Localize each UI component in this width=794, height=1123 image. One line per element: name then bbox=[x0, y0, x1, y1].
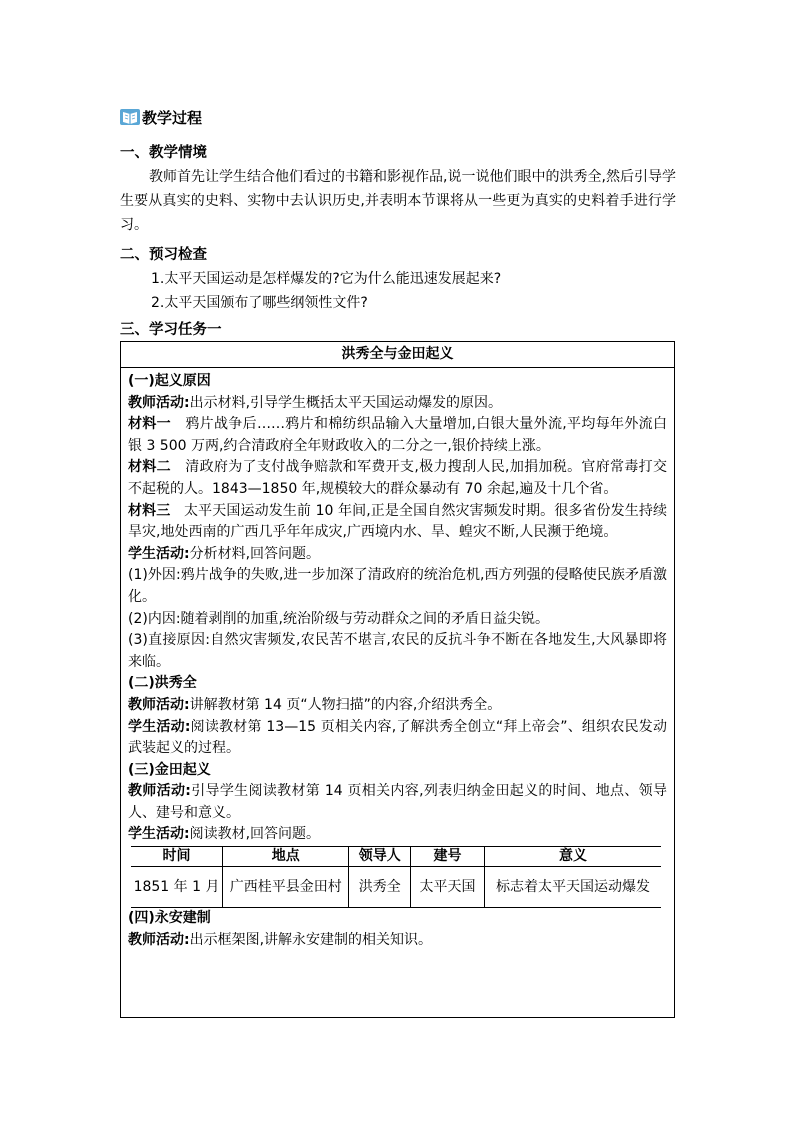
table-header-cell: 地点 bbox=[223, 847, 349, 867]
table-cell: 太平天国 bbox=[411, 867, 485, 908]
section-teaching-context bbox=[120, 141, 676, 237]
teacher-activity bbox=[128, 781, 667, 824]
student-label: 学生活动: bbox=[128, 718, 191, 735]
box-body bbox=[121, 368, 674, 951]
student-label: 学生活动: bbox=[128, 826, 190, 843]
question-item: 1.太平天国运动是怎样爆发的?它为什么能迅速发展起来? bbox=[151, 271, 502, 287]
teacher-label: 教师活动: bbox=[128, 394, 190, 411]
table-header-cell: 时间 bbox=[131, 847, 223, 867]
teacher-activity-text: 出示材料,引导学生概括太平天国运动爆发的原因。 bbox=[189, 394, 503, 411]
teacher-activity bbox=[128, 695, 667, 717]
section-title: 三、学习任务一 bbox=[120, 322, 222, 338]
heading-title: 教学过程 bbox=[142, 108, 203, 127]
student-activity bbox=[128, 717, 667, 760]
table-cell: 广西桂平县金田村 bbox=[223, 867, 349, 908]
teacher-label: 教师活动: bbox=[128, 931, 190, 948]
teacher-label: 教师活动: bbox=[128, 783, 191, 800]
section-title: 一、教学情境 bbox=[120, 145, 207, 161]
teacher-activity-text: 讲解教材第 14 页“人物扫描”的内容,介绍洪秀全。 bbox=[189, 696, 502, 713]
table-header-cell: 领导人 bbox=[349, 847, 411, 867]
material-label: 材料三 bbox=[128, 502, 171, 519]
table-row bbox=[131, 867, 661, 908]
table-header-row bbox=[131, 847, 661, 867]
section-task-one bbox=[120, 318, 676, 342]
teacher-activity bbox=[128, 930, 667, 952]
table-cell: 1851 年 1 月 bbox=[131, 867, 223, 908]
student-activity bbox=[128, 544, 667, 566]
material-label: 材料一 bbox=[128, 416, 171, 433]
table-header-cell: 建号 bbox=[411, 847, 485, 867]
answer-item: (2)内因:随着剥削的加重,统治阶级与劳动群众之间的矛盾日益尖锐。 bbox=[128, 610, 549, 627]
material-text: 太平天国运动发生前 10 年间,正是全国自然灾害频发时期。很多省份发生持续旱灾,地处西南的广西几乎年年成灾,广西境内水、旱、蝗灾不断,人民濒于绝境。 bbox=[128, 502, 667, 541]
subsection-title: (一)起义原因 bbox=[128, 373, 211, 389]
teacher-activity-text: 引导学生阅读教材第 14 页相关内容,列表归纳金田起义的时间、地点、领导人、建号和意义。 bbox=[128, 783, 667, 821]
question-item: 2.太平天国颁布了哪些纲领性文件? bbox=[151, 295, 368, 311]
material-one bbox=[128, 414, 667, 457]
table-cell: 洪秀全 bbox=[349, 867, 411, 908]
material-text: 清政府为了支付战争赔款和军费开支,极力搜刮人民,加捐加税。官府常毒打交不起税的人。1843—1850 年,规模较大的群众暴动有 70 余起,遍及十几个省。 bbox=[128, 459, 668, 497]
material-three bbox=[128, 501, 667, 544]
student-activity-text: 分析材料,回答问题。 bbox=[189, 545, 321, 562]
subsection-title: (三)金田起义 bbox=[128, 761, 211, 778]
section-preview-check bbox=[120, 243, 676, 315]
student-label: 学生活动: bbox=[128, 545, 190, 562]
table-cell: 标志着太平天国运动爆发 bbox=[484, 867, 661, 908]
answer-item: (3)直接原因:自然灾害频发,农民苦不堪言,农民的反抗斗争不断在各地发生,大风暴即将来临。 bbox=[128, 632, 667, 670]
table-header-cell: 意义 bbox=[484, 847, 661, 867]
subsection-title: (二)洪秀全 bbox=[128, 675, 197, 692]
teacher-activity-text: 出示框架图,讲解永安建制的相关知识。 bbox=[189, 931, 433, 948]
student-activity-text: 阅读教材第 13—15 页相关内容,了解洪秀全创立“拜上帝会”、组织农民发动武装起义的过程。 bbox=[128, 718, 667, 757]
material-label: 材料二 bbox=[128, 459, 171, 476]
answer-item: (1)外因:鸦片战争的失败,进一步加深了清政府的统治危机,西方列强的侵略使民族矛盾激化。 bbox=[128, 567, 667, 605]
student-activity bbox=[128, 824, 667, 846]
section-paragraph: 教师首先让学生结合他们看过的书籍和影视作品,说一说他们眼中的洪秀全,然后引导学生要从真实的史料、实物中去认识历史,并表明本节课将从一些更为真实的史料着手进行学习。 bbox=[120, 169, 676, 233]
box-title: 洪秀全与金田起义 bbox=[121, 342, 674, 368]
student-activity-text: 阅读教材,回答问题。 bbox=[189, 826, 321, 843]
task-box bbox=[120, 341, 675, 1018]
material-two bbox=[128, 457, 667, 500]
teacher-activity bbox=[128, 393, 667, 415]
material-text: 鸦片战争后……鸦片和棉纺织品输入大量增加,白银大量外流,平均每年外流白银 3 500 万两,约合清政府全年财政收入的二分之一,银价持续上涨。 bbox=[128, 416, 668, 454]
teacher-label: 教师活动: bbox=[128, 696, 190, 713]
section-heading bbox=[120, 106, 202, 128]
book-icon bbox=[120, 107, 140, 127]
section-title: 二、预习检查 bbox=[120, 247, 207, 263]
subsection-title: (四)永安建制 bbox=[128, 910, 211, 927]
jintian-uprising-table bbox=[131, 846, 661, 908]
